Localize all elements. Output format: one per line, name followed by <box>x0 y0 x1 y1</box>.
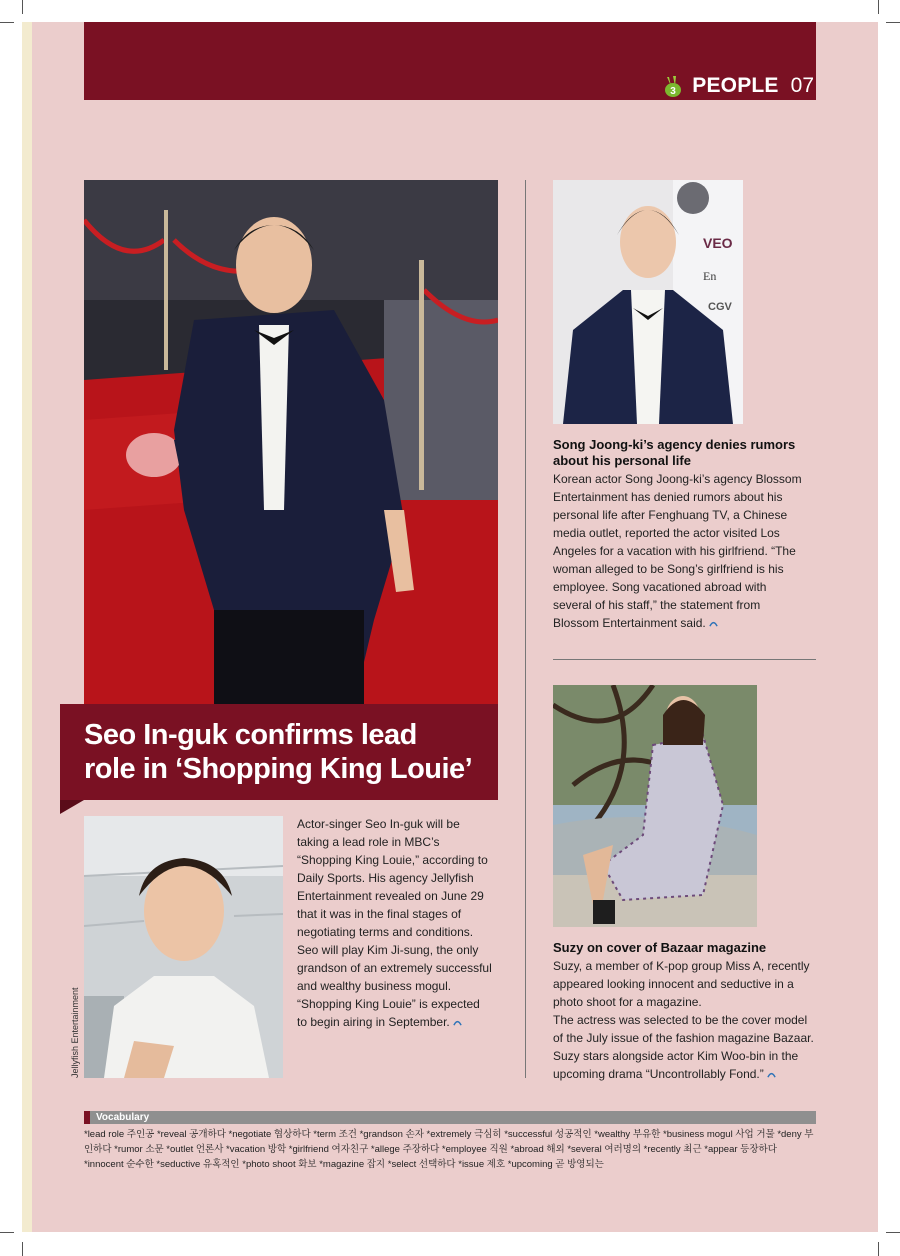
crop-mark <box>22 0 23 14</box>
side-story-2-title: Suzy on cover of Bazaar magazine <box>553 940 767 955</box>
crop-mark <box>0 1232 14 1233</box>
crop-mark <box>0 22 14 23</box>
side-story-2-body <box>553 957 815 1083</box>
end-mark-icon <box>767 1070 776 1079</box>
crop-mark <box>878 1242 879 1256</box>
side-story-1-body <box>553 470 803 632</box>
main-story-text: Actor-singer Seo In-guk will be taking a lead role in MBC’s “Shopping King Louie,” according to Daily Sports. His agency Jellyfish Entertainment revealed on June 29 that it was in the final stages of negotiating terms and conditions. Seo will play Kim Ji-sung, the only grandson of an extremely successful and wealthy business mogul. “Shopping King Louie” is expected to begin airing in September. <box>297 817 492 1029</box>
vocabulary-bar <box>84 1111 816 1124</box>
svg-text:CGV: CGV <box>708 301 732 313</box>
side-story-2-paragraph-2: The actress was selected to be the cover model of the July issue of the fashion magazine Bazaar. Suzy stars alongside actor Kim Woo-bin in the upcoming drama “Uncontrollably Fond.” <box>553 1013 814 1081</box>
vocabulary-label: Vocabulary <box>96 1112 150 1123</box>
end-mark-icon <box>709 619 718 628</box>
song-joong-ki-photo <box>553 180 743 424</box>
crop-mark <box>886 1232 900 1233</box>
crop-mark <box>886 22 900 23</box>
seo-in-guk-portrait <box>84 816 283 1078</box>
headline-line-2: role in ‘Shopping King Louie’ <box>84 753 473 785</box>
page-bleed-edge <box>22 22 32 1232</box>
crop-mark <box>22 1242 23 1256</box>
suzy-photo <box>553 685 757 927</box>
headline-tab <box>60 800 84 814</box>
section-title: PEOPLE <box>692 74 779 97</box>
headline-line-1: Seo In-guk confirms lead <box>84 719 417 751</box>
svg-text:VEO: VEO <box>703 235 733 251</box>
column-divider <box>525 180 526 1078</box>
main-photo-red-carpet <box>84 180 498 704</box>
svg-text:En: En <box>703 269 717 283</box>
vocabulary-list: *lead role 주인공 *reveal 공개하다 *negotiate 협상하다 *term 조건 *grandson 손자 *extremely 극심히 *successful 성공적인 *wealthy 부유한 *business mogul 사업 거물 *deny 부인하다 *rumor 소문 *outlet 언론사 *vacation 방학 *girlfriend 여자친구 *allege 주장하다 *employee 직원 *abroad 해외 *several 여러명의 *recently 최근 *appear 등장하다 *innocent 순수한 *seductive 유혹적인 *photo shoot 화보 *magazine 잡지 *select 선택하다 *issue 제호 *upcoming 곧 방영되는 <box>84 1129 814 1170</box>
main-headline-box <box>60 704 498 800</box>
vocabulary-marker <box>84 1111 90 1124</box>
section-header <box>660 70 814 102</box>
side-story-1-title: Song Joong-ki’s agency denies rumors about his personal life <box>553 437 796 468</box>
side-story-1-text: Korean actor Song Joong-ki’s agency Blossom Entertainment has denied rumors about his personal life after Fenghuang TV, a Chinese media outlet, reported the actor visited Los Angeles for a vacation with his girlfriend. “The woman alleged to be Song’s girlfriend is his employee. Song vacationed abroad with several of his staff,” the statement from Blossom Entertainment said. <box>553 472 802 630</box>
end-mark-icon <box>453 1018 462 1027</box>
crop-mark <box>878 0 879 14</box>
main-headline <box>84 718 494 786</box>
page-number: 07 <box>790 74 814 97</box>
main-story-body <box>297 815 493 1031</box>
photo-credit: Jellyfish Entertainment <box>70 987 80 1078</box>
victory-hand-icon <box>660 73 686 99</box>
row-divider <box>553 659 816 660</box>
badge-number: 3 <box>670 86 677 97</box>
side-story-2-paragraph-1: Suzy, a member of K-pop group Miss A, recently appeared looking innocent and seductive in a photo shoot for a magazine. <box>553 959 810 1009</box>
